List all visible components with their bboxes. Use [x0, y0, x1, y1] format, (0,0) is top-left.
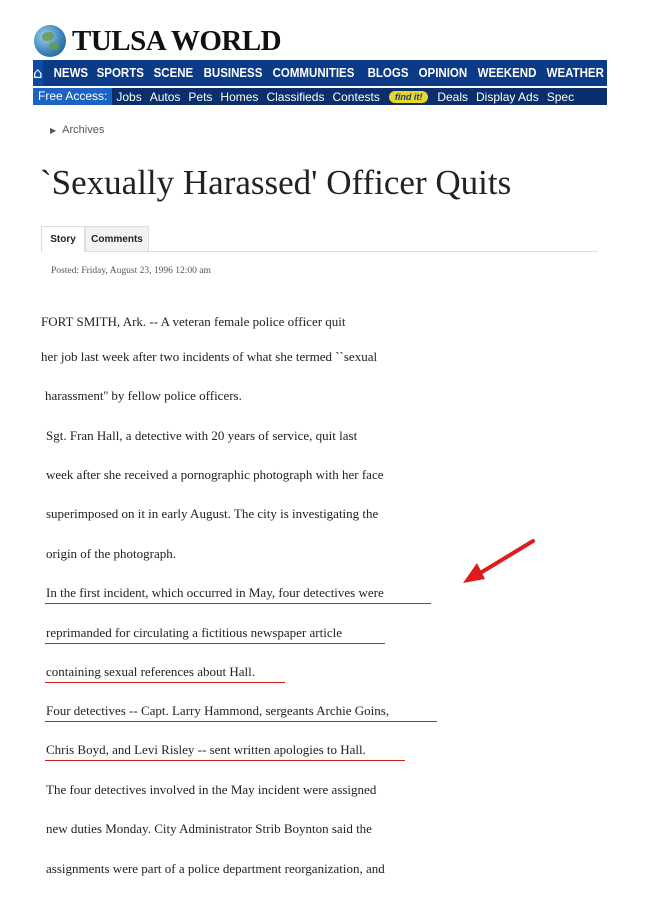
- nav-item-blogs[interactable]: BLOGS: [367, 66, 409, 80]
- findit-badge[interactable]: find it!: [389, 91, 429, 103]
- red-underline: [45, 643, 385, 644]
- site-logo[interactable]: [34, 24, 281, 58]
- site-logo-text: TULSA WORLD: [72, 25, 282, 57]
- nav-item-scene[interactable]: SCENE: [154, 66, 194, 80]
- nav-item-weather[interactable]: WEATHER: [547, 66, 605, 80]
- article-line: The four detectives involved in the May incident were assigned: [46, 782, 377, 797]
- nav-item-opinion[interactable]: OPINION: [418, 66, 467, 80]
- article-line: new duties Monday. City Administrator Strib Boynton said the: [46, 821, 372, 836]
- red-underline: [45, 682, 285, 683]
- subnav-link-jobs[interactable]: Jobs: [116, 89, 142, 104]
- breadcrumb[interactable]: [50, 124, 104, 136]
- article-line: harassment'' by fellow police officers.: [45, 388, 242, 403]
- article-line: assignments were part of a police department reorganization, and: [46, 861, 385, 876]
- nav-item-communities[interactable]: COMMUNITIES: [273, 66, 355, 80]
- article-line: origin of the photograph.: [46, 546, 176, 561]
- subnav-link-display-ads[interactable]: Display Ads: [476, 89, 539, 104]
- red-underline: [45, 760, 405, 761]
- nav-item-photo[interactable]: PHOTO: [615, 66, 657, 80]
- article-line-highlighted: Four detectives -- Capt. Larry Hammond, sergeants Archie Goins,: [46, 703, 390, 718]
- subnav-link-classifieds[interactable]: Classifieds: [266, 89, 325, 104]
- red-underline: [45, 721, 437, 722]
- tab-comments[interactable]: Comments: [85, 226, 149, 251]
- article-tabs: [41, 226, 598, 252]
- subnav-link-pets[interactable]: Pets: [188, 89, 213, 104]
- article-line-highlighted: Chris Boyd, and Levi Risley -- sent written apologies to Hall.: [46, 742, 366, 757]
- subnav-link-contests[interactable]: Contests: [332, 89, 380, 104]
- article-line: her job last week after two incidents of what she termed ``sexual: [41, 349, 378, 364]
- nav-item-business[interactable]: BUSINESS: [203, 66, 262, 80]
- subnav-link-autos[interactable]: Autos: [149, 89, 181, 104]
- article-title: `Sexually Harassed' Officer Quits: [40, 163, 512, 202]
- red-underline: [45, 603, 431, 604]
- article-line: week after she received a pornographic photograph with her face: [46, 467, 384, 482]
- subnav-link-homes[interactable]: Homes: [220, 89, 259, 104]
- breadcrumb-arrow-icon: ▶: [50, 126, 57, 135]
- nav-item-weekend[interactable]: WEEKEND: [477, 66, 536, 80]
- article-line-highlighted: In the first incident, which occurred in May, four detectives were: [46, 585, 384, 600]
- article-line: superimposed on it in early August. The city is investigating the: [46, 506, 379, 521]
- article-line: FORT SMITH, Ark. -- A veteran female police officer quit: [41, 314, 346, 329]
- home-icon[interactable]: ⌂: [33, 60, 43, 86]
- article-line: Sgt. Fran Hall, a detective with 20 years of service, quit last: [46, 428, 358, 443]
- posted-date: Posted: Friday, August 23, 1996 12:00 am: [51, 266, 211, 276]
- sub-nav: [33, 88, 607, 105]
- tab-story[interactable]: Story: [41, 226, 85, 252]
- red-arrow-icon: [455, 535, 540, 590]
- nav-item-sports[interactable]: SPORTS: [96, 66, 144, 80]
- article-line-highlighted: containing sexual references about Hall.: [46, 664, 255, 679]
- subnav-link-deals[interactable]: Deals: [437, 89, 469, 104]
- nav-item-news[interactable]: NEWS: [53, 66, 88, 80]
- breadcrumb-archives[interactable]: Archives: [62, 124, 105, 136]
- main-nav: [33, 60, 657, 86]
- subnav-link-spec[interactable]: Spec: [546, 89, 575, 104]
- free-access-label: Free Access:: [33, 88, 112, 105]
- article-line-highlighted: reprimanded for circulating a fictitious newspaper article: [46, 625, 342, 640]
- globe-icon: [34, 25, 66, 57]
